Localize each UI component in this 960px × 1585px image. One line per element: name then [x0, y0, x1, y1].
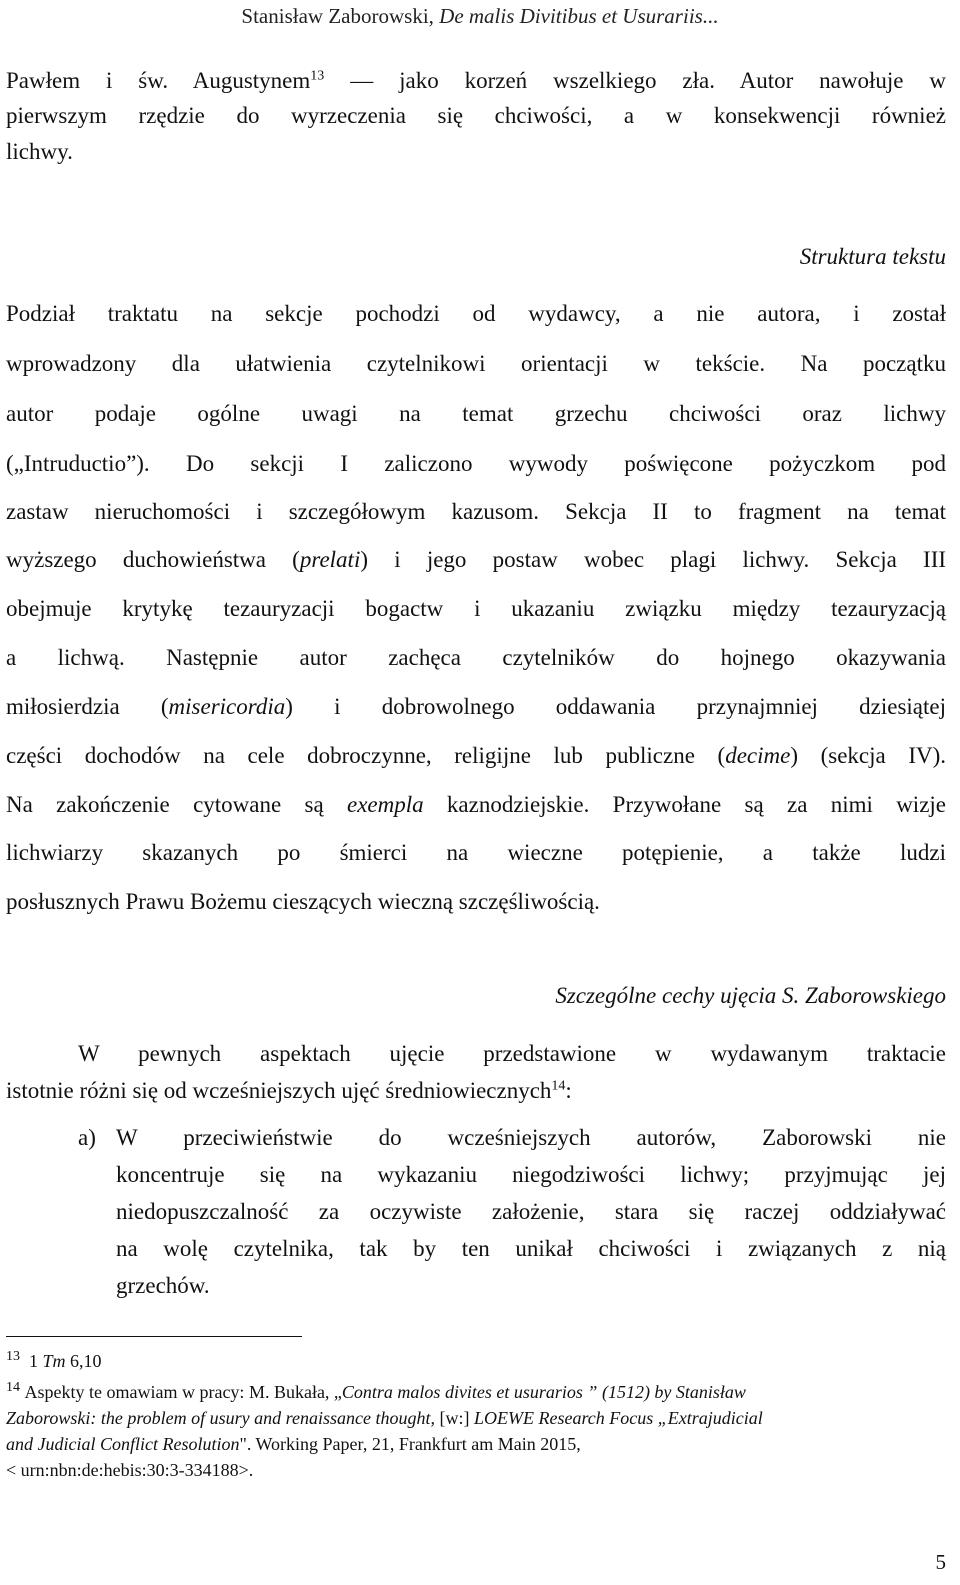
italic-term: misericordia	[168, 694, 286, 719]
text-span: — jako korzeń wszelkiego zła. Autor nawołuje w	[324, 68, 946, 93]
text-span: :	[565, 1078, 572, 1103]
text-span: ". Working Paper, 21, Frankfurt am Main 2015,	[239, 1434, 581, 1454]
s2-line-1: W pewnych aspektach ujęcie przedstawione w wydawanym traktacie	[78, 1041, 946, 1066]
footnote-ref-14[interactable]: 14	[551, 1078, 566, 1094]
text-span: kaznodziejskie. Przywołane są za nimi wizje	[423, 792, 947, 817]
running-head-author: Stanisław Zaborowski,	[241, 4, 440, 28]
para1-line-1	[6, 68, 946, 94]
item-a-line-1: W przeciwieństwie do wcześniejszych autorów, Zaborowski nie	[116, 1125, 946, 1150]
para1-line-2: pierwszym rzędzie do wyrzeczenia się chciwości, a w konsekwencji również	[6, 103, 946, 128]
italic-term: Tm	[42, 1351, 66, 1371]
footnote-14-line-1	[6, 1382, 946, 1403]
item-a-line-2: koncentruje się na wykazaniu niegodziwości lichwy; przyjmując jej	[116, 1162, 946, 1187]
item-a-line-5: grzechów.	[116, 1273, 210, 1298]
text-span: Pawłem i św. Augustynem	[6, 68, 311, 93]
s1-line-11	[6, 792, 946, 818]
italic-title: Contra malos divites et usurarios ” (1512) by Stanisław	[341, 1382, 746, 1402]
running-head-title: De malis Divitibus et Usurariis...	[439, 4, 719, 28]
s1-line-4: („Intruductio”). Do sekcji I zaliczono wywody poświęcone pożyczkom pod	[6, 451, 946, 476]
running-head	[0, 4, 960, 29]
s1-line-8: a lichwą. Następnie autor zachęca czytelników do hojnego okazywania	[6, 645, 946, 670]
s1-line-10	[6, 743, 946, 769]
s1-line-2: wprowadzony dla ułatwienia czytelnikowi orientacji w tekście. Na początku	[6, 351, 946, 376]
footnote-number: 14	[6, 1380, 20, 1395]
footnote-13	[6, 1351, 946, 1372]
s1-line-1: Podział traktatu na sekcje pochodzi od wydawcy, a nie autora, i został	[6, 301, 946, 326]
italic-title: and Judicial Conflict Resolution	[6, 1434, 240, 1454]
text-span: Na zakończenie cytowane są	[6, 792, 347, 817]
text-span: części dochodów na cele dobroczynne, religijne lub publiczne (	[6, 743, 726, 768]
text-span: istotnie różni się od wcześniejszych ujęć średniowiecznych	[6, 1078, 552, 1103]
text-span: ) (sekcja IV).	[790, 743, 947, 768]
text-span: ) i dobrowolnego oddawania przynajmniej dziesiątej	[285, 694, 946, 719]
italic-term: decime	[725, 743, 791, 768]
footnote-number: 13	[6, 1349, 20, 1364]
s1-line-12: lichwiarzy skazanych po śmierci na wieczne potępienie, a także ludzi	[6, 840, 946, 865]
italic-term: prelati	[299, 547, 361, 572]
s1-line-5: zastaw nieruchomości i szczegółowym kazusom. Sekcja II to fragment na temat	[6, 499, 946, 524]
page-number: 5	[935, 1550, 946, 1574]
footnote-14-line-2	[6, 1408, 946, 1429]
text-span: [w:]	[434, 1408, 474, 1428]
para1-line-3: lichwy.	[6, 139, 73, 164]
footnote-separator	[6, 1336, 302, 1337]
section-heading-structure: Struktura tekstu	[799, 244, 946, 269]
text-span: wyższego duchowieństwa (	[6, 547, 300, 572]
text-span: 1	[29, 1351, 43, 1371]
list-marker-a: a)	[78, 1125, 96, 1150]
s1-line-9	[6, 694, 946, 720]
italic-term: exempla	[346, 792, 424, 817]
s1-line-7: obejmuje krytykę tezauryzacji bogactw i ukazaniu związku między tezauryzacją	[6, 596, 946, 621]
item-a-line-3: niedopuszczalność za oczywiste założenie, stara się raczej oddziaływać	[116, 1199, 946, 1224]
italic-title: Zaborowski: the problem of usury and renaissance thought,	[6, 1408, 435, 1428]
footnote-14-line-3	[6, 1434, 946, 1455]
text-span: ) i jego postaw wobec plagi lichwy. Sekcja III	[360, 547, 947, 572]
text-span: miłosierdzia (	[6, 694, 169, 719]
section-heading-features: Szczególne cechy ujęcia S. Zaborowskiego	[555, 983, 946, 1008]
footnote-14-line-4[interactable]: < urn:nbn:de:hebis:30:3-334188>.	[6, 1460, 254, 1480]
text-span: Aspekty te omawiam w pracy: M. Bukała, „	[24, 1382, 342, 1402]
s2-line-2	[6, 1078, 946, 1104]
italic-title: LOEWE Research Focus „Extrajudicial	[473, 1408, 763, 1428]
s1-line-6	[6, 547, 946, 573]
footnote-ref-13[interactable]: 13	[310, 68, 325, 84]
text-span: 6,10	[65, 1351, 102, 1371]
s1-line-13: posłusznych Prawu Bożemu cieszących wieczną szczęśliwością.	[6, 889, 600, 914]
item-a-line-4: na wolę czytelnika, tak by ten unikał chciwości i związanych z nią	[116, 1236, 946, 1261]
s1-line-3: autor podaje ogólne uwagi na temat grzechu chciwości oraz lichwy	[6, 401, 946, 426]
